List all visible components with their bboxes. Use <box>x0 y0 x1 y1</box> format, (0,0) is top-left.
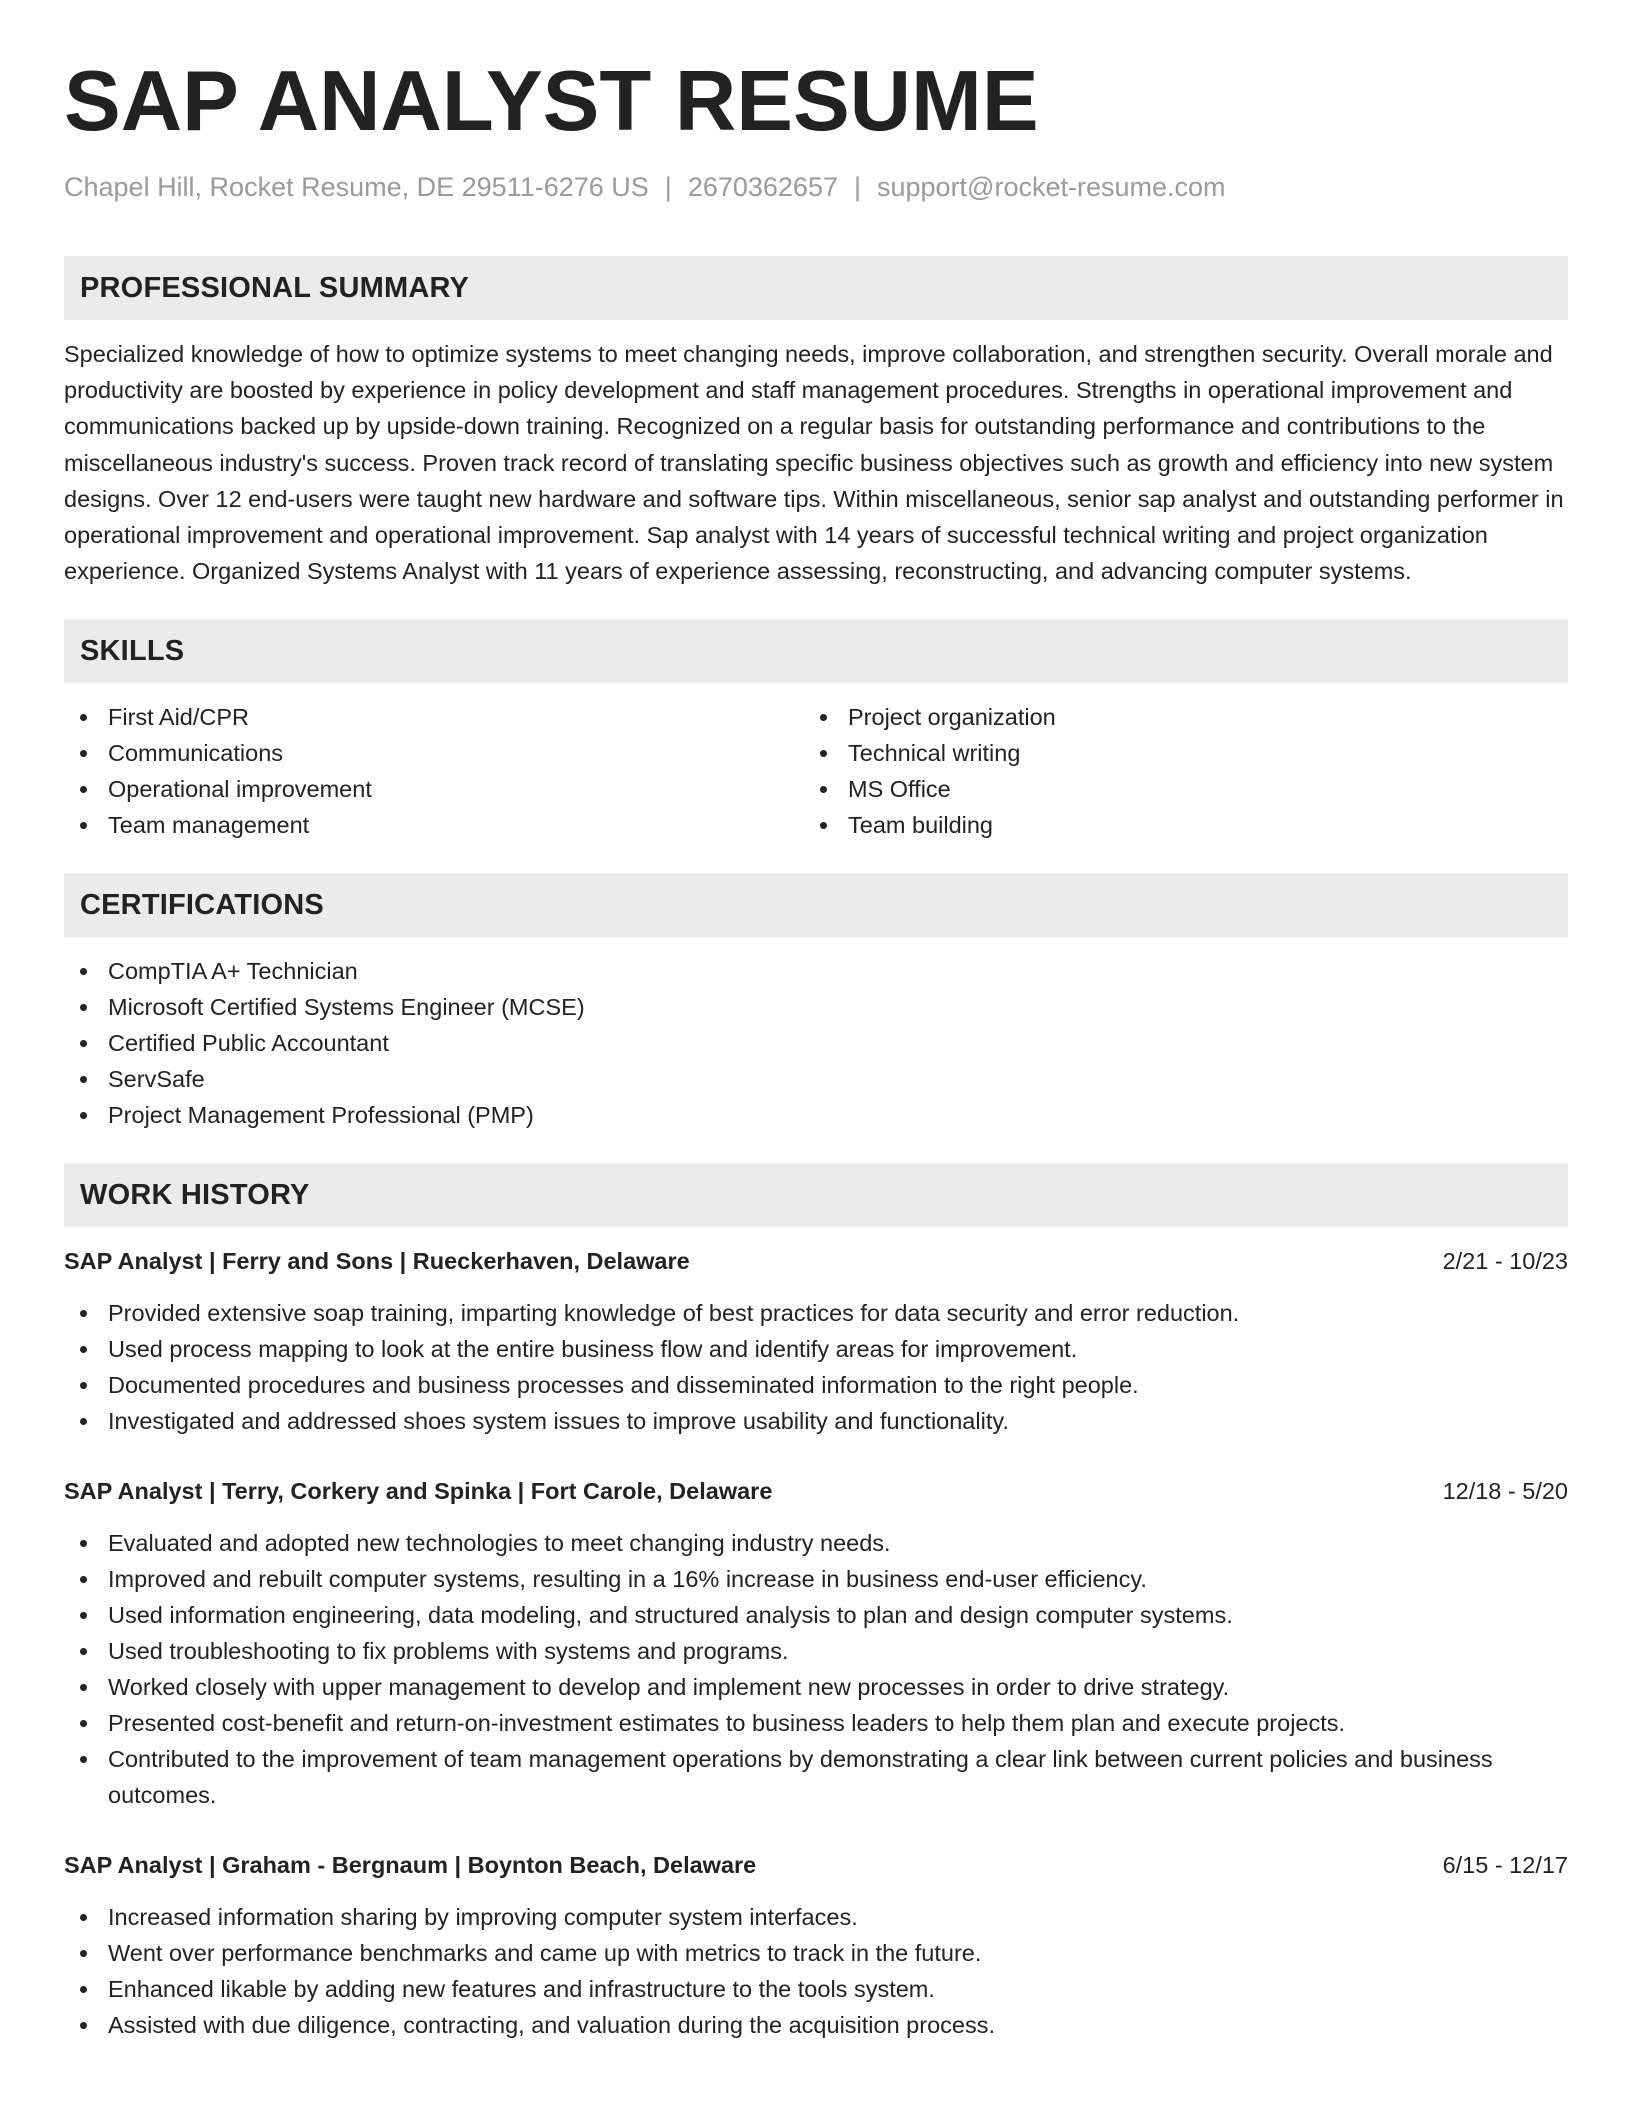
contact-separator: | <box>664 172 672 202</box>
skill-item: Team management <box>64 807 804 843</box>
job-bullet: Used process mapping to look at the entire business flow and identify areas for improvement. <box>64 1331 1568 1367</box>
contact-separator: | <box>853 172 861 202</box>
certification-item: Project Management Professional (PMP) <box>64 1097 1568 1133</box>
certifications-list <box>64 953 1568 1133</box>
job-bullets <box>64 1525 1568 1813</box>
contact-email: support@rocket-resume.com <box>877 172 1226 202</box>
certification-item: Microsoft Certified Systems Engineer (MCSE) <box>64 989 1568 1025</box>
job-bullets <box>64 1899 1568 2043</box>
job-title: SAP Analyst | Graham - Bergnaum | Boynton Beach, Delaware <box>64 1852 757 1879</box>
job-bullet: Investigated and addressed shoes system issues to improve usability and functionality. <box>64 1403 1568 1439</box>
job-bullet: Documented procedures and business processes and disseminated information to the right people. <box>64 1367 1568 1403</box>
certification-item: CompTIA A+ Technician <box>64 953 1568 989</box>
job-bullet: Worked closely with upper management to develop and implement new processes in order to drive strategy. <box>64 1669 1568 1705</box>
skill-item: Communications <box>64 735 804 771</box>
job-entry <box>64 1243 1568 1439</box>
certification-item: Certified Public Accountant <box>64 1025 1568 1061</box>
job-bullet: Presented cost-benefit and return-on-investment estimates to business leaders to help them plan and execute projects. <box>64 1705 1568 1741</box>
skills-section-header: SKILLS <box>64 619 1568 683</box>
contact-address: Chapel Hill, Rocket Resume, DE 29511-6276 US <box>64 172 649 202</box>
skill-item: Team building <box>804 807 1544 843</box>
summary-section-header: PROFESSIONAL SUMMARY <box>64 256 1568 320</box>
resume-title: SAP ANALYST RESUME <box>64 54 1039 149</box>
summary-text: Specialized knowledge of how to optimize systems to meet changing needs, improve collaboration, and strengthen security. Overall morale and productivity are boosted by experience in policy development and staff management procedures. Strengths in operational improvement and communications backed up by upside-down training. Recognized on a regular basis for outstanding performance and contributions to the miscellaneous industry's success. Proven track record of translating specific business objectives such as growth and efficiency into new system designs. Over 12 end-users were taught new hardware and software tips. Within miscellaneous, senior sap analyst and outstanding performer in operational improvement and operational improvement. Sap analyst with 14 years of successful technical writing and project organization experience. Organized Systems Analyst with 11 years of experience assessing, reconstructing, and advancing computer systems. <box>64 341 1564 585</box>
skill-item: MS Office <box>804 771 1544 807</box>
skill-item: Project organization <box>804 699 1544 735</box>
job-header <box>64 1473 1568 1509</box>
contact-line <box>64 170 1568 204</box>
skills-list-right <box>804 699 1544 843</box>
certification-item: ServSafe <box>64 1061 1568 1097</box>
skill-item: First Aid/CPR <box>64 699 804 735</box>
work-history-section-header: WORK HISTORY <box>64 1163 1568 1227</box>
job-title: SAP Analyst | Ferry and Sons | Rueckerhaven, Delaware <box>64 1248 690 1275</box>
skill-item: Technical writing <box>804 735 1544 771</box>
job-entry <box>64 1473 1568 1813</box>
skills-list-left <box>64 699 804 843</box>
skill-item: Operational improvement <box>64 771 804 807</box>
job-dates: 2/21 - 10/23 <box>1442 1248 1568 1275</box>
job-entry <box>64 1847 1568 2043</box>
job-dates: 6/15 - 12/17 <box>1442 1852 1568 1879</box>
job-dates: 12/18 - 5/20 <box>1442 1478 1568 1505</box>
contact-phone: 2670362657 <box>687 172 838 202</box>
job-bullet: Contributed to the improvement of team management operations by demonstrating a clear link between current policies and business outcomes. <box>64 1741 1568 1813</box>
job-bullets <box>64 1295 1568 1439</box>
job-bullet: Used troubleshooting to fix problems with systems and programs. <box>64 1633 1568 1669</box>
job-bullet: Improved and rebuilt computer systems, resulting in a 16% increase in business end-user efficiency. <box>64 1561 1568 1597</box>
certifications-section-header: CERTIFICATIONS <box>64 873 1568 937</box>
job-bullet: Enhanced likable by adding new features and infrastructure to the tools system. <box>64 1971 1568 2007</box>
job-bullet: Provided extensive soap training, imparting knowledge of best practices for data security and error reduction. <box>64 1295 1568 1331</box>
job-header <box>64 1243 1568 1279</box>
job-bullet: Evaluated and adopted new technologies to meet changing industry needs. <box>64 1525 1568 1561</box>
job-bullet: Went over performance benchmarks and came up with metrics to track in the future. <box>64 1935 1568 1971</box>
skills-grid <box>64 699 1568 843</box>
job-title: SAP Analyst | Terry, Corkery and Spinka | Fort Carole, Delaware <box>64 1478 773 1505</box>
job-bullet: Used information engineering, data modeling, and structured analysis to plan and design computer systems. <box>64 1597 1568 1633</box>
job-header <box>64 1847 1568 1883</box>
job-bullet: Assisted with due diligence, contracting, and valuation during the acquisition process. <box>64 2007 1568 2043</box>
job-bullet: Increased information sharing by improving computer system interfaces. <box>64 1899 1568 1935</box>
